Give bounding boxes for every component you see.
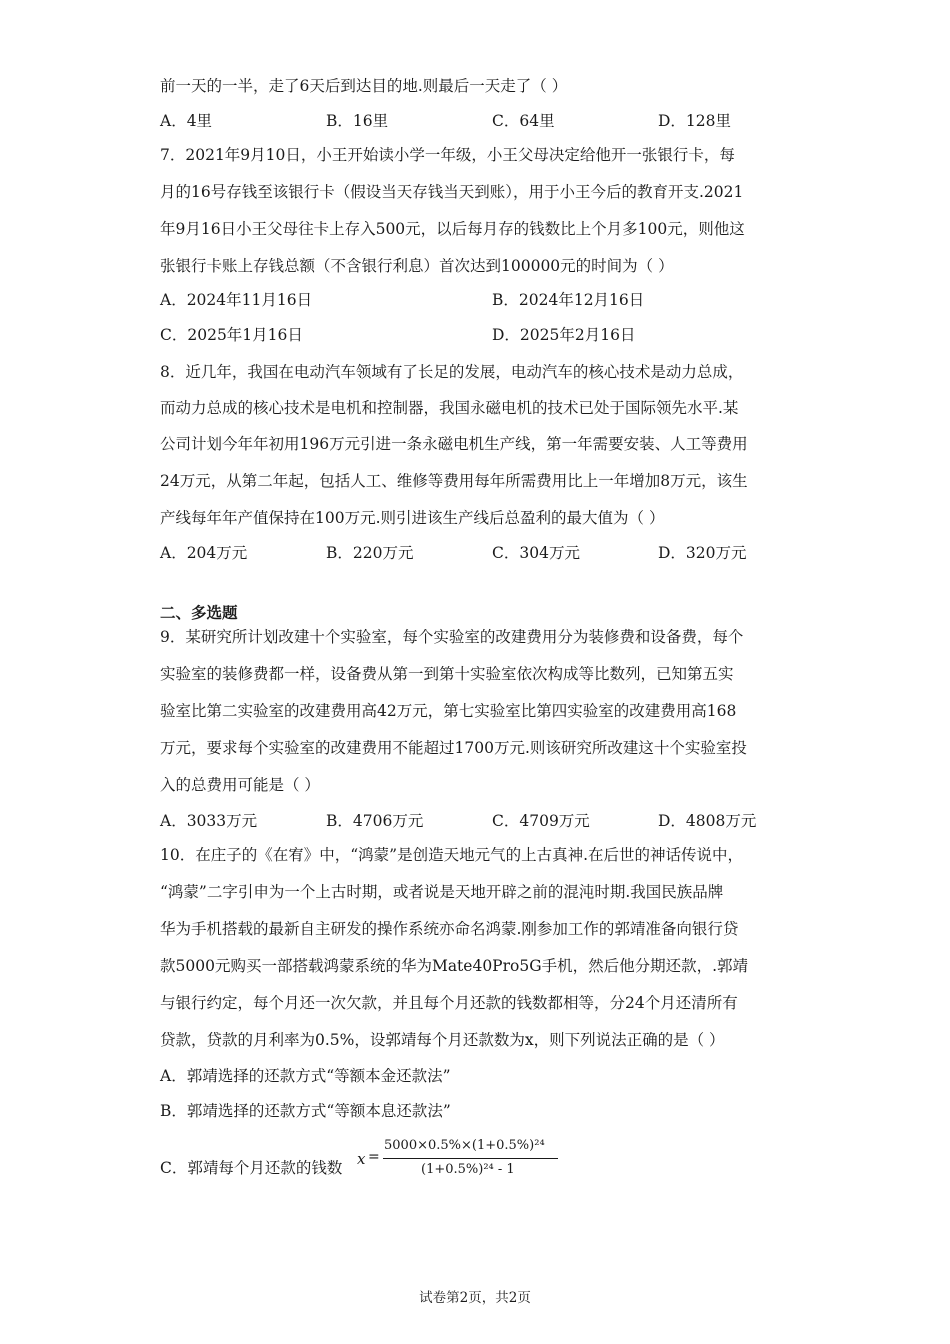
q9-option-d: D．4808万元 [658, 812, 757, 830]
fraction-bar [383, 1158, 558, 1159]
section-heading-multiple-choice: 二、多选题 [160, 603, 238, 622]
q7-line-4: 张银行卡账上存钱总额（不含银行利息）首次达到100000元的时间为（ ） [160, 257, 674, 275]
q9-option-c: C．4709万元 [492, 812, 590, 830]
q7-line-3: 年9月16日小王父母往卡上存入500元，以后每月存的钱数比上个月多100元，则他这 [160, 220, 745, 238]
q8-option-b: B．220万元 [326, 544, 414, 562]
q6-option-a: A．4里 [160, 112, 213, 130]
page-footer: 试卷第2页，共2页 [419, 1290, 531, 1306]
q10-line-5: 与银行约定，每个月还一次欠款，并且每个月还款的钱数都相等，分24个月还清所有 [160, 994, 738, 1012]
q10-option-a: A．郭靖选择的还款方式“等额本金还款法” [160, 1067, 451, 1085]
q8-option-a: A．204万元 [160, 544, 248, 562]
q7-line-1: 7．2021年9月10日，小王开始读小学一年级，小王父母决定给他开一张银行卡，每 [160, 146, 735, 164]
q7-option-d: D．2025年2月16日 [492, 326, 636, 344]
q7-option-c: C．2025年1月16日 [160, 326, 303, 344]
q7-line-2: 月的16号存钱至该银行卡（假设当天存钱当天到账），用于小王今后的教育开支.2021 [160, 183, 744, 201]
q10-line-6: 贷款，贷款的月利率为0.5%，设郭靖每个月还款数为x，则下列说法正确的是（ ） [160, 1031, 725, 1049]
formula-denominator: (1+0.5%)²⁴ - 1 [421, 1162, 515, 1177]
q9-line-5: 入的总费用可能是（ ） [160, 776, 320, 794]
q10-line-1: 10．在庄子的《在宥》中，“鸿蒙”是创造天地元气的上古真神.在后世的神话传说中， [160, 846, 744, 864]
q9-option-a: A．3033万元 [160, 812, 258, 830]
q8-option-d: D．320万元 [658, 544, 747, 562]
formula-numerator: 5000×0.5%×(1+0.5%)²⁴ [384, 1138, 545, 1153]
q10-line-2: “鸿蒙”二字引申为一个上古时期，或者说是天地开辟之前的混沌时期.我国民族品牌 [160, 883, 724, 901]
q6-option-b: B．16里 [326, 112, 389, 130]
formula-equals: = [368, 1149, 380, 1165]
q8-line-3: 公司计划今年年初用196万元引进一条永磁电机生产线，第一年需要安装、人工等费用 [160, 435, 748, 453]
q8-line-1: 8．近几年，我国在电动汽车领域有了长足的发展，电动汽车的核心技术是动力总成， [160, 363, 744, 381]
q8-option-c: C．304万元 [492, 544, 580, 562]
q9-line-1: 9．某研究所计划改建十个实验室，每个实验室的改建费用分为装修费和设备费，每个 [160, 628, 744, 646]
q7-option-a: A．2024年11月16日 [160, 291, 313, 309]
q8-line-5: 产线每年年产值保持在100万元.则引进该生产线后总盈利的最大值为（ ） [160, 509, 665, 527]
q9-option-b: B．4706万元 [326, 812, 424, 830]
q9-line-3: 验室比第二实验室的改建费用高42万元，第七实验室比第四实验室的改建费用高168 [160, 702, 737, 720]
q10-option-c-label: C．郭靖每个月还款的钱数 [160, 1159, 343, 1177]
q10-line-4: 款5000元购买一部搭载鸿蒙系统的华为Mate40Pro5G手机，然后他分期还款，.郭靖 [160, 957, 749, 975]
formula-variable: x [357, 1150, 366, 1168]
formula-monthly-payment [357, 1138, 567, 1182]
q10-line-3: 华为手机搭载的最新自主研发的操作系统亦命名鸿蒙.刚参加工作的郭靖准备向银行贷 [160, 920, 739, 938]
q9-line-4: 万元，要求每个实验室的改建费用不能超过1700万元.则该研究所改建这十个实验室投 [160, 739, 747, 757]
q8-line-4: 24万元，从第二年起，包括人工、维修等费用每年所需费用比上一年增加8万元，该生 [160, 472, 748, 490]
q8-line-2: 而动力总成的核心技术是电机和控制器，我国永磁电机的技术已处于国际领先水平.某 [160, 399, 739, 417]
q7-option-b: B．2024年12月16日 [492, 291, 645, 309]
q6-continuation: 前一天的一半，走了6天后到达目的地.则最后一天走了（ ） [160, 77, 568, 95]
q6-option-c: C．64里 [492, 112, 555, 130]
q9-line-2: 实验室的装修费都一样，设备费从第一到第十实验室依次构成等比数列，已知第五实 [160, 665, 734, 683]
q10-option-b: B．郭靖选择的还款方式“等额本息还款法” [160, 1102, 451, 1120]
q6-option-d: D．128里 [658, 112, 732, 130]
